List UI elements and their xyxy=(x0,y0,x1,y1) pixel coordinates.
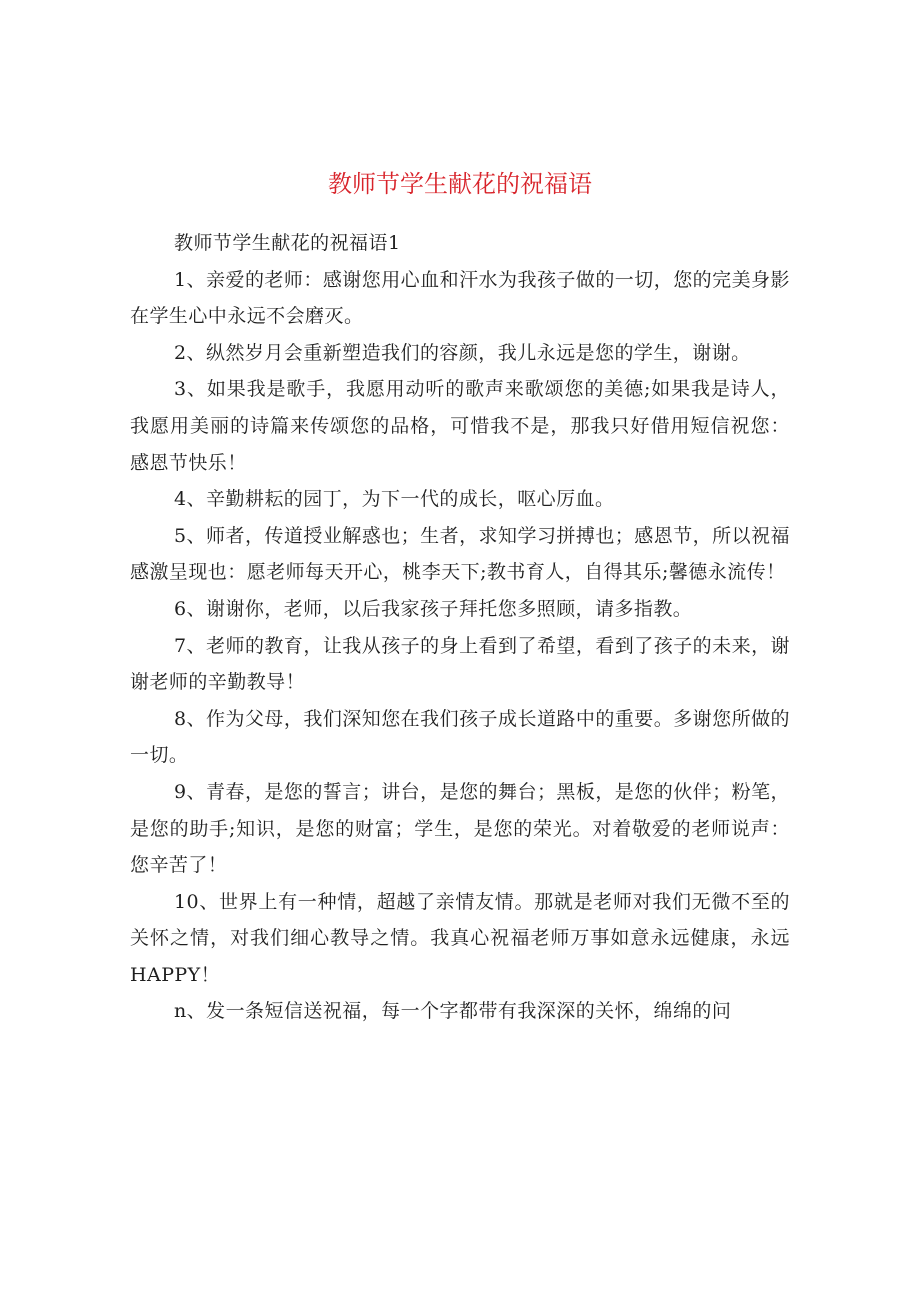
section-heading: 教师节学生献花的祝福语1 xyxy=(174,232,401,254)
paragraph-2: 2、纵然岁月会重新塑造我们的容颜，我儿永远是您的学生，谢谢。 xyxy=(174,341,751,364)
paragraph-1: 1、亲爱的老师：感谢您用心血和汗水为我孩子做的一切，您的完美身影在学生心中永远不会磨灭。 xyxy=(130,268,790,328)
paragraph-3: 3、如果我是歌手，我愿用动听的歌声来歌颂您的美德;如果我是诗人，我愿用美丽的诗篇来传颂您的品格，可惜我不是，那我只好借用短信祝您：感恩节快乐！ xyxy=(130,378,790,474)
document-title: 教师节学生献花的祝福语 xyxy=(328,170,592,198)
paragraph-8: 8、作为父母，我们深知您在我们孩子成长道路中的重要。多谢您所做的一切。 xyxy=(130,707,790,767)
paragraph-7: 7、老师的教育，让我从孩子的身上看到了希望，看到了孩子的未来，谢谢老师的辛勤教导！ xyxy=(130,634,790,694)
paragraph-6: 6、谢谢你，老师，以后我家孩子拜托您多照顾，请多指教。 xyxy=(174,597,693,620)
paragraph-10: 10、世界上有一种情，超越了亲情友情。那就是老师对我们无微不至的关怀之情，对我们细心教导之情。我真心祝福老师万事如意永远健康，永远HAPPY！ xyxy=(130,890,790,986)
paragraph-5: 5、师者，传道授业解惑也；生者，求知学习拼搏也；感恩节，所以祝福感激呈现也：愿老师每天开心，桃李天下;教书育人，自得其乐;馨德永流传！ xyxy=(130,524,790,584)
paragraph-9: 9、青春，是您的誓言；讲台，是您的舞台；黑板，是您的伙伴；粉笔，是您的助手;知识，是您的财富；学生，是您的荣光。对着敬爱的老师说声：您辛苦了！ xyxy=(130,780,790,877)
paragraph-11: n、发一条短信送祝福，每一个字都带有我深深的关怀，绵绵的问 xyxy=(174,1000,732,1023)
document-body xyxy=(130,225,790,1030)
paragraph-4: 4、辛勤耕耘的园丁，为下一代的成长，呕心厉血。 xyxy=(174,488,615,511)
